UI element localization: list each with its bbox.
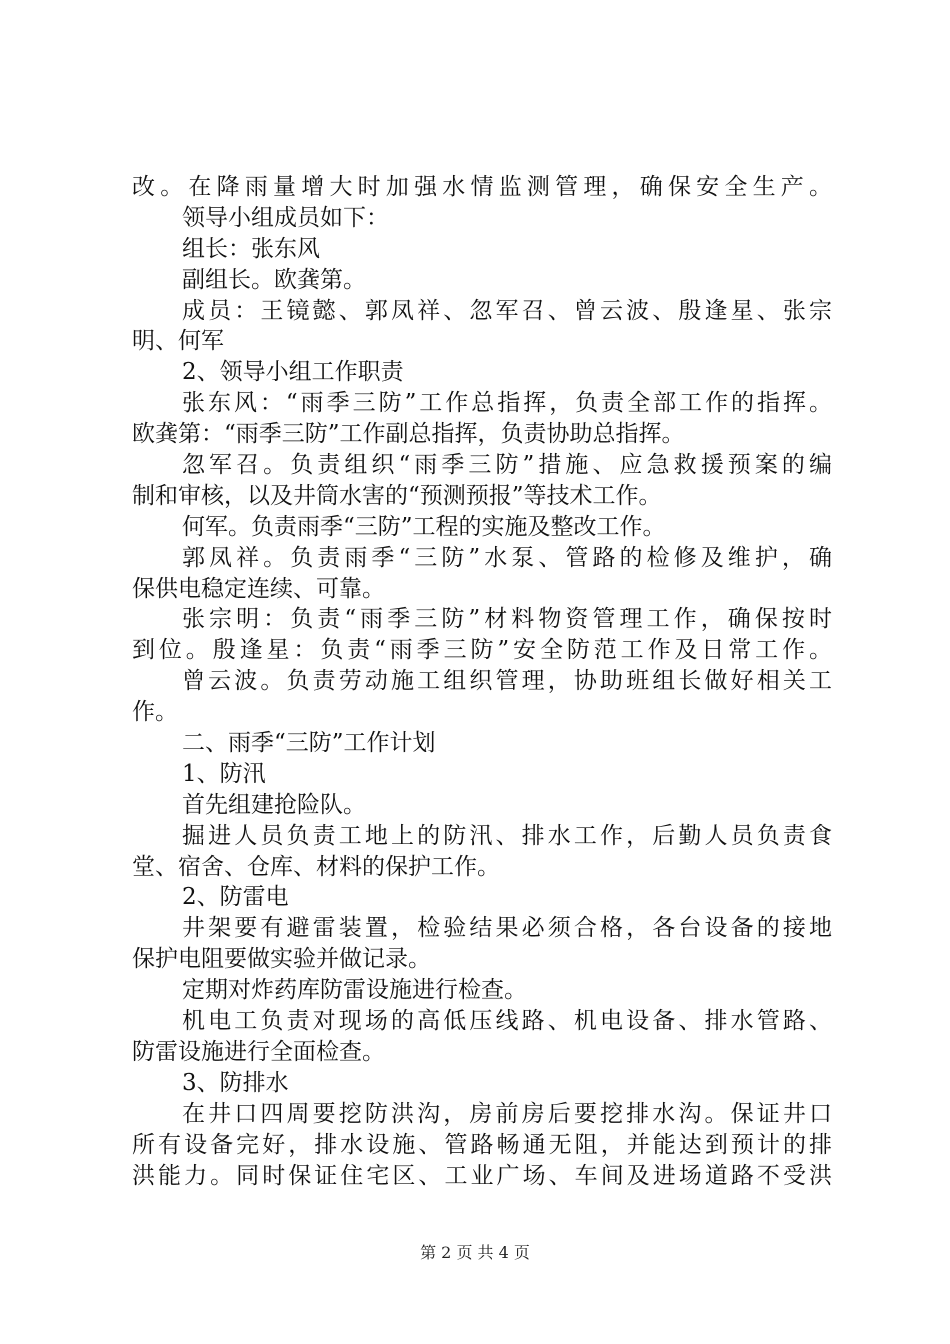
page-number-footer: 第 2 页 共 4 页 xyxy=(420,1243,530,1262)
document-body xyxy=(132,172,832,1191)
paragraph-line: 曾云波。负责劳动施工组织管理，协助班组长做好相关工 xyxy=(182,668,832,695)
paragraph-line: 作。 xyxy=(132,699,178,726)
paragraph-line: 防雷设施进行全面检查。 xyxy=(132,1038,385,1065)
paragraph-line: 保供电稳定连续、可靠。 xyxy=(132,575,385,602)
paragraph-line: 制和审核，以及井筒水害的“预测预报”等技术工作。 xyxy=(132,482,662,509)
paragraph-line: 首先组建抢险队。 xyxy=(182,791,366,818)
paragraph-line: 掘进人员负责工地上的防汛、排水工作，后勤人员负责食 xyxy=(182,822,832,849)
subsection-heading: 3、防排水 xyxy=(182,1069,289,1096)
paragraph-line: 井架要有避雷装置，检验结果必须合格，各台设备的接地 xyxy=(182,915,832,942)
paragraph-line: 张宗明：负责“雨季三防”材料物资管理工作，确保按时 xyxy=(182,606,832,633)
paragraph-line: 欧龚第：“雨季三防”工作副总指挥，负责协助总指挥。 xyxy=(132,421,685,448)
paragraph-line: 定期对炸药库防雷设施进行检查。 xyxy=(182,977,527,1004)
paragraph-line: 洪能力。同时保证住宅区、工业广场、车间及进场道路不受洪 xyxy=(132,1162,832,1189)
paragraph-line: 张东风：“雨季三防”工作总指挥，负责全部工作的指挥。 xyxy=(182,390,832,417)
paragraph-line: 机电工负责对现场的高低压线路、机电设备、排水管路、 xyxy=(182,1008,832,1035)
paragraph-line: 何军。负责雨季“三防”工程的实施及整改工作。 xyxy=(182,513,666,540)
paragraph-line: 明、何军 xyxy=(132,328,224,355)
paragraph-line: 改。在降雨量增大时加强水情监测管理，确保安全生产。 xyxy=(132,174,832,200)
paragraph-line: 成员：王镜懿、郭凤祥、忽军召、曾云波、殷逢星、张宗 xyxy=(182,297,832,324)
paragraph-line: 堂、宿舍、仓库、材料的保护工作。 xyxy=(132,853,500,880)
paragraph-line: 在井口四周要挖防洪沟，房前房后要挖排水沟。保证井口 xyxy=(182,1100,832,1127)
paragraph-line: 所有设备完好，排水设施、管路畅通无阻，并能达到预计的排 xyxy=(132,1131,832,1158)
paragraph-line: 郭凤祥。负责雨季“三防”水泵、管路的检修及维护，确 xyxy=(182,544,832,571)
subsection-heading: 1、防汛 xyxy=(182,760,266,787)
paragraph-line: 领导小组成员如下： xyxy=(182,204,389,231)
section-heading: 2、领导小组工作职责 xyxy=(182,359,404,386)
paragraph-line: 保护电阻要做实验并做记录。 xyxy=(132,946,431,973)
subsection-heading: 2、防雷电 xyxy=(182,884,289,911)
section-heading: 二、雨季“三防”工作计划 xyxy=(182,730,436,757)
paragraph-line: 到位。殷逢星：负责“雨季三防”安全防范工作及日常工作。 xyxy=(132,637,832,664)
paragraph-line: 副组长。欧龚第。 xyxy=(182,266,366,293)
paragraph-line: 忽军召。负责组织“雨季三防”措施、应急救援预案的编 xyxy=(182,452,832,479)
paragraph-line: 组长：张东风 xyxy=(182,235,320,262)
